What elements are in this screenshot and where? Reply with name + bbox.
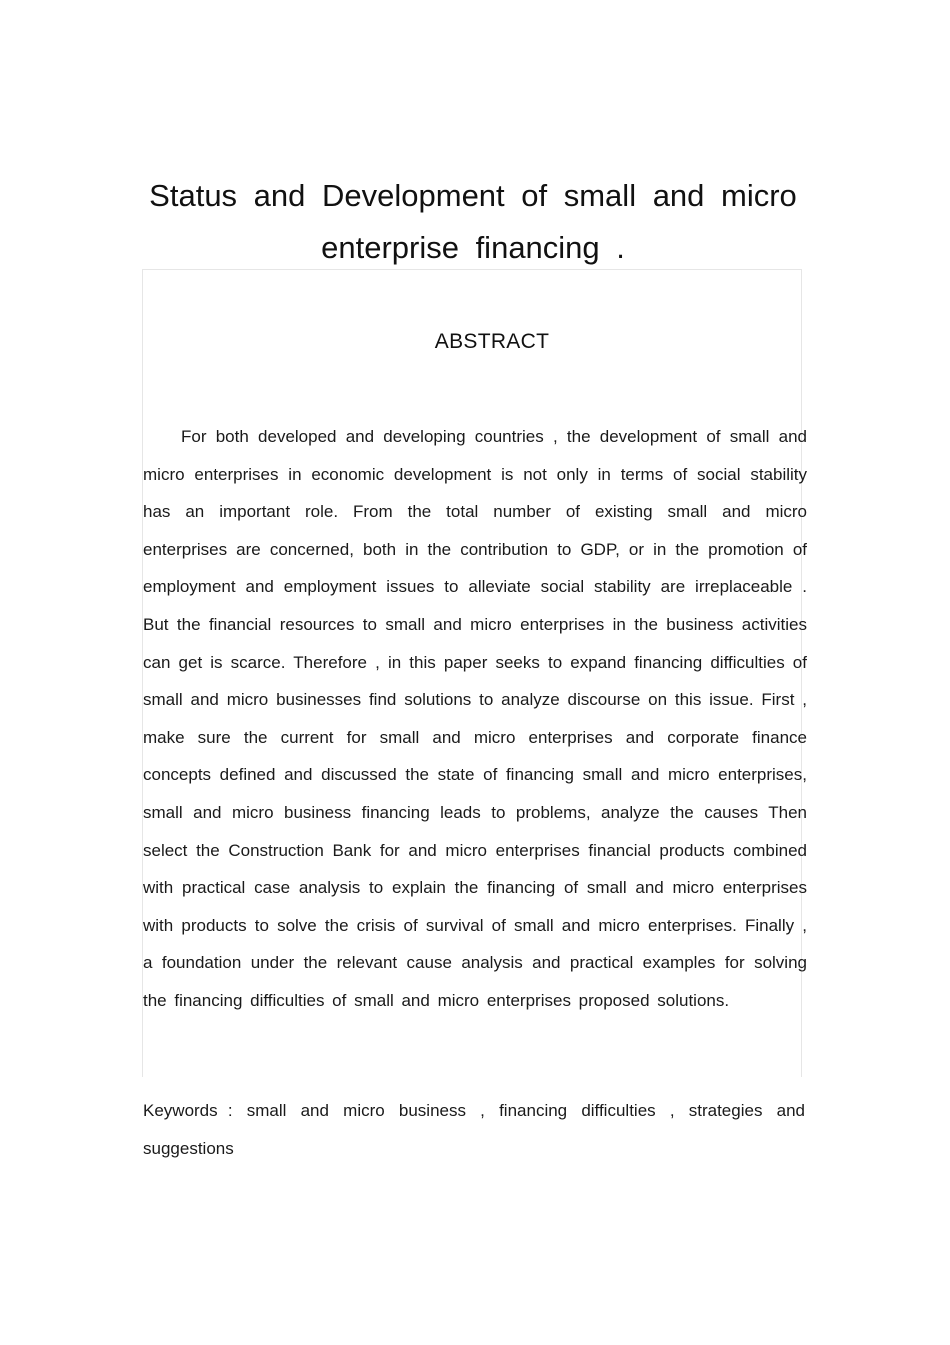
abstract-body: For both developed and developing countries , the development of small and micro enterprises in economic development is not only in terms of social stability has an important role. From the total number of existing small and micro enterprises are concerned, both in the contribution to GDP, or in the promotion of employment and employment issues to alleviate social stability are irreplaceable . But the financial resources to small and micro enterprises in the business activities can get is scarce. Therefore , in this paper seeks to expand financing difficulties of small and micro businesses find solutions to analyze discourse on this issue. First , make sure the current for small and micro enterprises and corporate finance concepts defined and discussed the state of financing small and micro enterprises, small and micro business financing leads to problems, analyze the causes Then select the Construction Bank for and micro enterprises financial products combined with practical case analysis to explain the financing of small and micro enterprises with products to solve the crisis of survival of small and micro enterprises. Finally , a foundation under the relevant cause analysis and practical examples for solving the financing difficulties of small and micro enterprises proposed solutions.: [143, 427, 807, 1010]
abstract-heading: ABSTRACT: [434, 330, 550, 353]
document-title: [143, 170, 803, 274]
keywords-label: Keywords :: [143, 1101, 233, 1120]
keywords-text: small and micro business , financing difficulties , strategies and suggestions: [143, 1101, 805, 1158]
keywords-paragraph: [143, 1092, 805, 1168]
title-line-2: enterprise financing .: [321, 230, 625, 265]
title-line-1: Status and Development of small and micro: [149, 178, 797, 213]
